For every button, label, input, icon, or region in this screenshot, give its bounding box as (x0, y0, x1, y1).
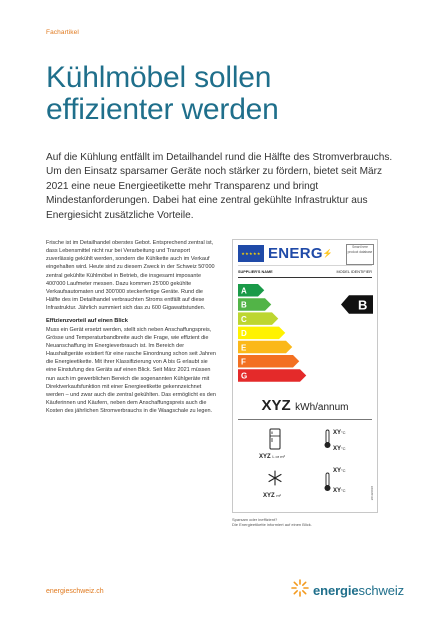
label-caption (232, 517, 392, 528)
class-letter-d: D (241, 329, 247, 339)
energy-label (232, 239, 378, 513)
class-letter-e: E (241, 343, 247, 353)
title-line-2: effizienter werden (46, 93, 279, 126)
class-letter-a: A (241, 286, 247, 296)
logo-text: energieschweiz (313, 583, 405, 598)
sun-icon (290, 578, 310, 598)
temperature-3: XY°C (333, 468, 346, 474)
body-paragraph-2: Muss ein Gerät ersetzt werden, stellt sich neben Anschaffungspreis, Grösse und Temperaturbandbreite auch die Frage, wie effizient die Neuanschaffung im Energieverbrauch ist. Im Bereich der Haushaltgeräte existiert für eine rasche Einordnung schon seit Jahren die Energieetikette. Mit ihrer Klassifizierung von A bis G erlaubt sie eine Einstufung des Geräts auf einen Blick. Seit März 2021 müssen nun auch im gewerblichen Bereich die sogenannten Kühlgeräte mit Direktverkaufsfunktion mit einer Energieetikette gekennzeichnet werden – und zwar auch die zentral gekühlten. Das ermöglicht es den Käuferinnen und Käufern, neben dem Anschaffungspreis auch die Kosten des jährlichen Stromverbrauchs in die Waagschale zu legen. (46, 326, 216, 415)
class-bar-g (238, 369, 306, 382)
efficiency-scale (233, 284, 377, 384)
divider (238, 419, 372, 420)
temperature-4: XY°C (333, 488, 346, 494)
rated-class-letter: B (358, 297, 368, 313)
energy-brand: ENERG⚡ (268, 245, 334, 262)
temperature-2: XY°C (333, 446, 346, 452)
volume-value: XYZ L or m³ (259, 454, 285, 460)
body-column (46, 239, 218, 415)
article-title (46, 62, 386, 126)
kwh-value: XYZ (261, 397, 291, 414)
class-bar-f (238, 355, 299, 368)
kwh-unit: kWh/annum (295, 402, 349, 413)
area-value: XYZ m² (263, 493, 282, 499)
energieschweiz-logo (290, 578, 405, 603)
regulation-code: 2019/2018 (370, 486, 374, 501)
caption-line-2: Die Energieetikette informiert auf einen Blick. (232, 522, 312, 528)
annual-consumption (233, 397, 377, 415)
model-identifier: MODEL IDENTIFIER (336, 270, 372, 274)
class-letter-f: F (241, 357, 246, 367)
class-letter-g: G (241, 371, 248, 381)
class-letter-b: B (241, 300, 247, 310)
supplier-name: SUPPLIER'S NAME (238, 270, 273, 274)
fridge-icon (269, 428, 281, 450)
qr-code-box: Smart here product database (346, 244, 374, 265)
snowflake-icon (267, 470, 283, 486)
rated-class-arrow (341, 295, 373, 314)
thermometer-icon (323, 429, 332, 449)
class-letter-c: C (241, 314, 247, 324)
footer-link[interactable]: energieschweiz.ch (46, 588, 104, 595)
thermometer-icon (323, 472, 332, 492)
divider (238, 277, 372, 278)
lead-paragraph: Auf die Kühlung entfällt im Detailhandel rund die Hälfte des Stromverbrauchs. Um den Einsatz sparsamer Geräte noch stärker zu fördern, bietet seit März 2021 eine neue Energieetikette mehr Transparenz und bringt Mindestanforderungen. Dabei hat eine zentral gekühlte Infrastruktur aus Energiesicht zusätzliche Vorteile. (46, 152, 393, 221)
body-paragraph-1: Frische ist im Detailhandel oberstes Gebot. Entsprechend zentral ist, dass Lebensmittel nicht nur bei Verarbeitung und Transport zuverlässig gekühlt werden, sondern die Kühlkette auch im Verkauf eingehalten wird. Heute sind zu diesem Zweck in der Schweiz 50'000 zentral gekühlte Kühlmöbel in Betrieb, die insgesamt imposante 400'000 Laufmeter messen. Dazu kommen 25'000 gekühlte Verkaufsautomaten und 300'000 steckerfertige Geräte. Rund die Hälfte des im Detailhandel verbrauchten Stroms entfällt auf diese Infrastruktur. Jährlich summiert sich das zu 600 Gigawattstunden. (46, 240, 215, 312)
temperature-1: XY°C (333, 430, 346, 436)
title-line-1: Kühlmöbel sollen (46, 61, 272, 94)
article-kicker: Fachartikel (46, 29, 79, 36)
label-header (238, 244, 372, 266)
eu-flag-icon: ★★★★★ (238, 245, 264, 262)
section-heading: Effizienzvorteil auf einen Blick (46, 318, 128, 325)
caption-line-1: Sparsam oder ineffizient? (232, 517, 278, 522)
